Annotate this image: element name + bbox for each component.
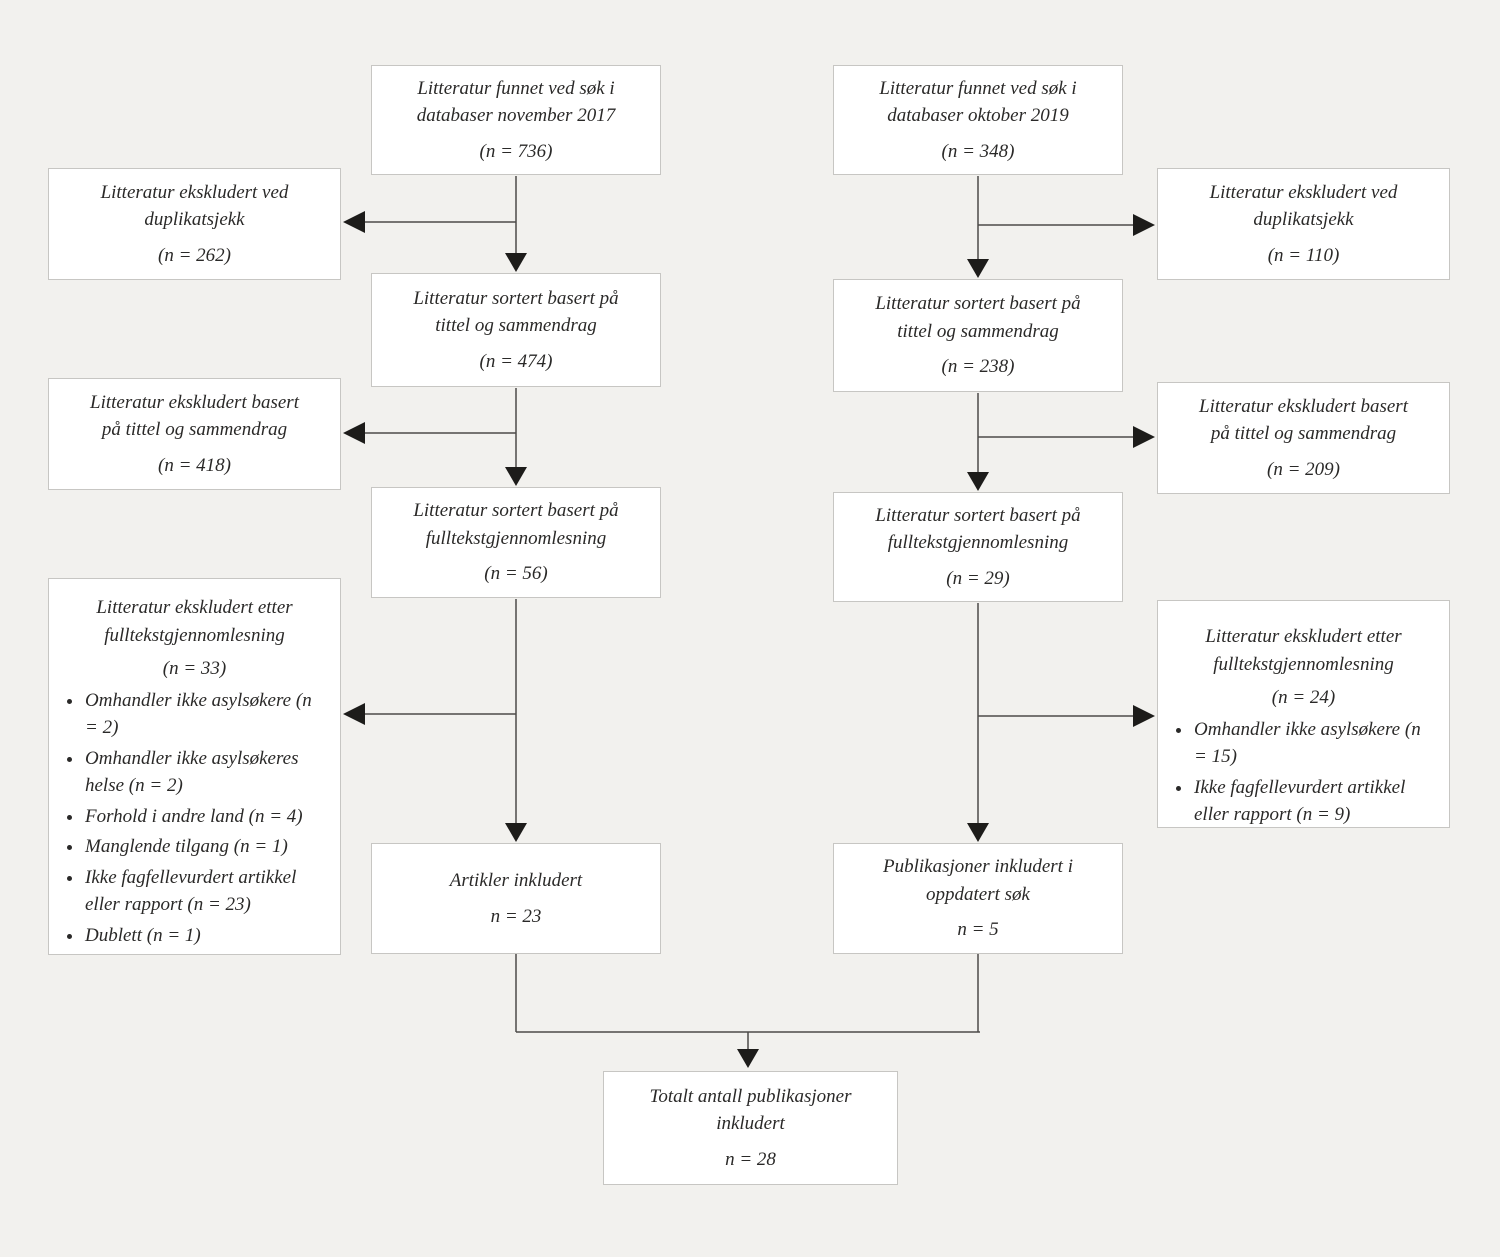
arrowhead-down-icon (505, 253, 527, 272)
arrowhead-left-icon (343, 422, 365, 444)
box-n-value: (n = 209) (1267, 458, 1340, 480)
exclusion-heading (1170, 623, 1437, 712)
box-text-line: Publikasjoner inkludert i (883, 856, 1073, 878)
box-publications-included-update (833, 843, 1123, 954)
box-text-line: databaser oktober 2019 (887, 105, 1069, 127)
exclusion-reason: • Manglende tilgang (n = 1) (84, 833, 328, 861)
arrowhead-left-icon (343, 211, 365, 233)
box-n-value: (n = 418) (158, 454, 231, 476)
box-text-line: fulltekstgjennomlesning (425, 527, 607, 549)
box-text-line: Litteratur sortert basert på (413, 500, 619, 522)
box-articles-included (371, 843, 661, 954)
arrowhead-right-icon (1133, 705, 1155, 727)
box-n-value: (n = 474) (479, 350, 553, 372)
box-text-line: fulltekstgjennomlesning (104, 624, 285, 646)
box-text-line: Litteratur ekskludert etter (96, 597, 293, 618)
box-text-line: Litteratur funnet ved søk i (879, 77, 1077, 99)
box-text-line: Litteratur funnet ved søk i (417, 77, 615, 99)
box-excluded-title-2017 (48, 378, 341, 490)
arrowhead-left-icon (343, 703, 365, 725)
box-n-value: (n = 110) (1267, 244, 1340, 266)
exclusion-heading (61, 594, 328, 683)
box-text-line: på tittel og sammendrag (1210, 423, 1397, 445)
box-n-value: n = 23 (490, 905, 542, 927)
exclusion-reason: • Omhandler ikke asylsøkere (n = 15) (1193, 716, 1437, 771)
box-n-value: (n = 33) (162, 658, 227, 680)
exclusion-reason: • Ikke fagfellevurdert artikkel eller rapport (n = 23) (84, 864, 328, 919)
arrowhead-right-icon (1133, 214, 1155, 236)
box-n-value: n = 5 (957, 919, 999, 941)
box-n-value: (n = 238) (941, 356, 1015, 378)
box-fulltext-sorted-2019 (833, 492, 1123, 602)
exclusion-reason: • Dublett (n = 1) (84, 922, 328, 950)
box-text-line: fulltekstgjennomlesning (1213, 653, 1394, 675)
box-n-value: (n = 56) (484, 563, 548, 585)
box-n-value: n = 28 (725, 1148, 776, 1170)
box-text-line: Litteratur sortert basert på (413, 287, 619, 309)
box-n-value: (n = 262) (158, 244, 231, 266)
box-text-line: databaser november 2017 (416, 105, 616, 127)
exclusion-reason: • Omhandler ikke asylsøkere (n = 2) (84, 687, 328, 742)
box-text-line: Litteratur ekskludert ved (1209, 181, 1398, 203)
box-title-sorted-2019 (833, 279, 1123, 392)
exclusion-reasons-list (1170, 716, 1437, 829)
box-n-value: (n = 736) (479, 140, 553, 162)
box-search-2019 (833, 65, 1123, 175)
arrowhead-down-icon (737, 1049, 759, 1068)
box-text-line: oppdatert søk (926, 883, 1030, 905)
box-search-2017 (371, 65, 661, 175)
exclusion-reason: • Omhandler ikke asylsøkeres helse (n = 2) (84, 745, 328, 800)
arrowhead-down-icon (967, 823, 989, 842)
box-n-value: (n = 348) (941, 140, 1015, 162)
box-text-line: Litteratur sortert basert på (875, 504, 1081, 526)
box-title-sorted-2017 (371, 273, 661, 387)
box-text-line: Litteratur ekskludert basert (90, 391, 299, 413)
box-n-value: (n = 29) (946, 567, 1010, 589)
box-text-line: duplikatsjekk (1253, 209, 1354, 231)
box-excluded-fulltext-2019 (1157, 600, 1450, 828)
box-text-line: Totalt antall publikasjoner (649, 1085, 852, 1107)
box-n-value: (n = 24) (1271, 687, 1336, 709)
arrowhead-down-icon (967, 472, 989, 491)
box-excluded-duplicates-2017 (48, 168, 341, 280)
box-text-line: tittel og sammendrag (435, 315, 597, 337)
exclusion-reasons-list (61, 687, 328, 950)
arrowhead-right-icon (1133, 426, 1155, 448)
box-text-line: Artikler inkludert (449, 869, 583, 891)
box-excluded-fulltext-2017 (48, 578, 341, 955)
box-text-line: Litteratur ekskludert etter (1205, 626, 1402, 647)
box-text-line: duplikatsjekk (144, 209, 245, 231)
box-text-line: inkludert (716, 1113, 785, 1135)
exclusion-reason: • Ikke fagfellevurdert artikkel eller rapport (n = 9) (1193, 774, 1437, 829)
exclusion-reason: • Forhold i andre land (n = 4) (84, 803, 328, 831)
box-text-line: Litteratur sortert basert på (875, 293, 1081, 315)
arrowhead-down-icon (505, 467, 527, 486)
box-text-line: på tittel og sammendrag (101, 419, 288, 441)
box-excluded-title-2019 (1157, 382, 1450, 494)
arrowhead-down-icon (505, 823, 527, 842)
box-excluded-duplicates-2019 (1157, 168, 1450, 280)
box-text-line: Litteratur ekskludert ved (100, 181, 289, 203)
box-text-line: tittel og sammendrag (897, 320, 1059, 342)
box-total-included (603, 1071, 898, 1185)
box-text-line: Litteratur ekskludert basert (1199, 395, 1408, 417)
box-fulltext-sorted-2017 (371, 487, 661, 598)
arrowhead-down-icon (967, 259, 989, 278)
box-text-line: fulltekstgjennomlesning (887, 532, 1069, 554)
